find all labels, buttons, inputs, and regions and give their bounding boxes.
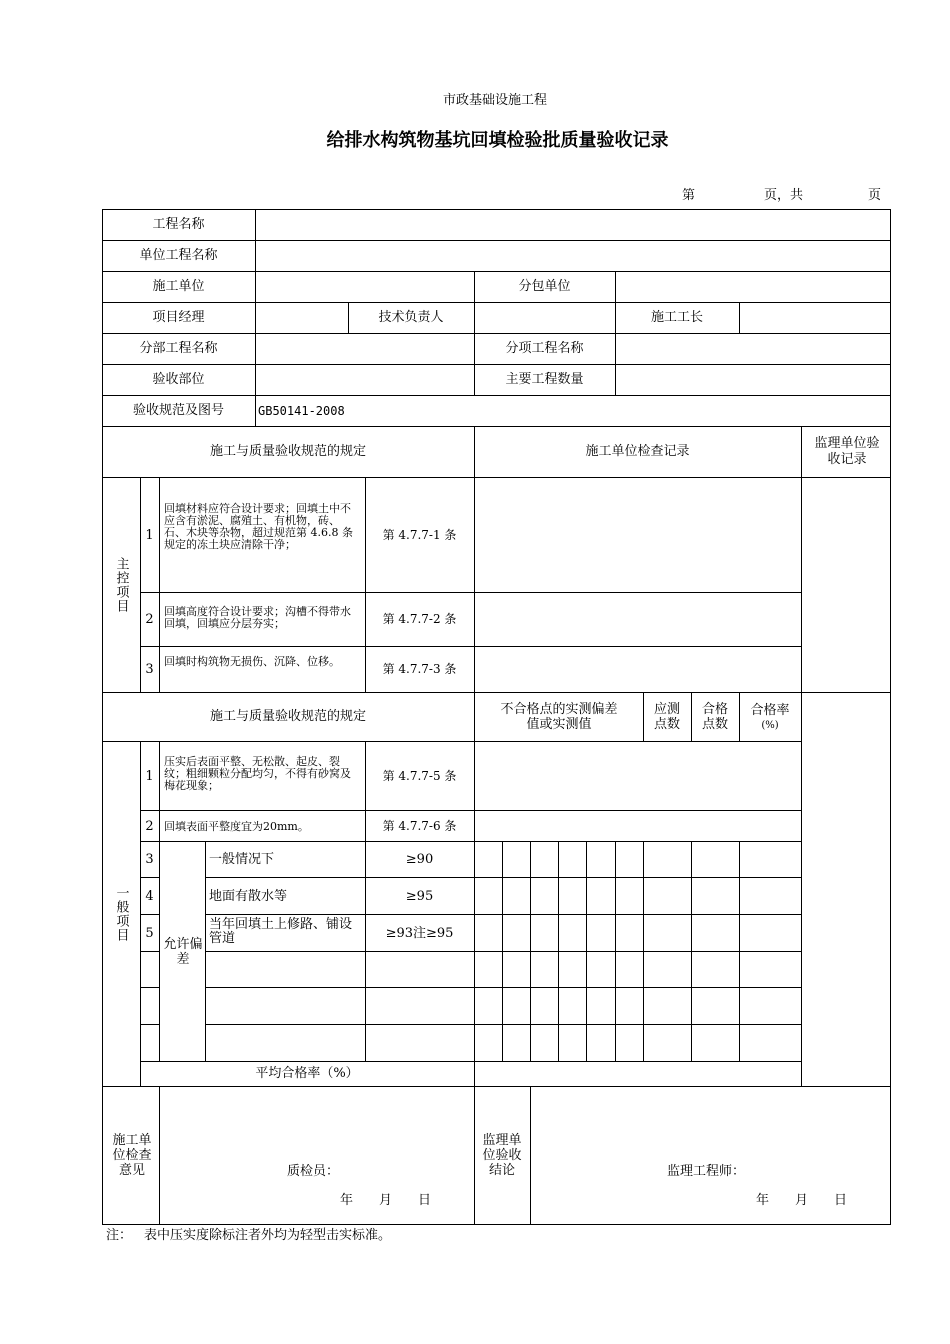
- acceptance-location-label: 验收部位: [152, 372, 205, 387]
- general-item-text: 压实后表面平整、无松散、起皮、裂纹；粗细颗粒分配均匀，不得有砂窝及梅花现象；: [164, 755, 351, 792]
- general-head-rate-unit: (%): [761, 720, 779, 731]
- standard-label: 验收规范及图号: [132, 403, 224, 418]
- general-item-no: 1: [145, 769, 154, 784]
- tolerance-item-value: ≥95: [405, 889, 434, 904]
- project-manager-label: 项目经理: [152, 310, 205, 325]
- main-item-clause: 第 4.7.7-1 条: [382, 528, 457, 542]
- main-item-clause: 第 4.7.7-2 条: [382, 612, 457, 626]
- main-quantity-label: 主要工程数量: [505, 372, 584, 387]
- page-no-label: 第: [682, 188, 696, 203]
- supervisor-date: 年 月 日: [756, 1193, 848, 1208]
- general-head-points: 应测点数: [653, 702, 680, 732]
- doc-subtitle: 市政基础设施工程: [442, 93, 547, 108]
- general-head-deviation: 不合格点的实测偏差值或实测值: [500, 702, 618, 732]
- main-head-supervisor: 监理单位验收记录: [814, 436, 880, 467]
- main-item-text: 回填高度符合设计要求；沟槽不得带水回填，回填应分层夯实；: [164, 605, 351, 630]
- main-item-no: 1: [145, 528, 154, 543]
- contractor-date: 年 月 日: [340, 1193, 432, 1208]
- general-item-clause: 第 4.7.7-6 条: [382, 819, 457, 833]
- main-item-no: 3: [145, 662, 154, 677]
- main-item-text: 回填时构筑物无损伤、沉降、位移。: [164, 655, 340, 668]
- tolerance-item-no: 5: [145, 926, 154, 941]
- subcontract-unit-label: 分包单位: [518, 279, 571, 294]
- tolerance-item-no: 3: [145, 852, 154, 867]
- main-head-check: 施工单位检查记录: [585, 444, 690, 459]
- page-total-label: 页: [868, 188, 882, 203]
- tolerance-item-no: 4: [145, 889, 154, 904]
- general-item-text: 回填表面平整度宜为20mm。: [164, 820, 309, 833]
- unit-project-name-label: 单位工程名称: [139, 248, 218, 263]
- tolerance-item-text: 当年回填土上修路、铺设管道: [209, 917, 353, 946]
- note-prefix: 注：: [106, 1228, 133, 1243]
- main-group-label: 主控项目: [113, 556, 129, 613]
- division-name-label: 分部工程名称: [139, 341, 218, 356]
- tech-lead-label: 技术负责人: [378, 310, 444, 325]
- general-item-no: 2: [145, 819, 154, 834]
- inspector-label: 质检员：: [287, 1164, 340, 1179]
- subitem-name-label: 分项工程名称: [505, 341, 584, 356]
- site-manager-label: 施工工长: [650, 310, 703, 325]
- tolerance-item-value: ≥93注≥95: [385, 926, 454, 941]
- construction-unit-label: 施工单位: [152, 279, 205, 294]
- tolerance-item-text: 一般情况下: [209, 852, 275, 867]
- supervisor-conclusion-label: 监理单位验收结论: [482, 1132, 522, 1178]
- note-text: 表中压实度除标注者外均为轻型击实标准。: [144, 1228, 392, 1243]
- contractor-opinion-label: 施工单位检查意见: [112, 1132, 152, 1178]
- general-head-pass: 合格点数: [701, 702, 728, 732]
- avg-rate-label: 平均合格率（%）: [255, 1066, 359, 1081]
- general-head-spec: 施工与质量验收规范的规定: [209, 709, 366, 724]
- supervisor-engineer-label: 监理工程师：: [667, 1164, 746, 1179]
- doc-title: 给排水构筑物基坑回填检验批质量验收记录: [326, 130, 669, 151]
- main-head-spec: 施工与质量验收规范的规定: [209, 444, 366, 459]
- main-item-text: 回填材料应符合设计要求；回填土中不应含有淤泥、腐殖土、有机物，砖、石、木块等杂物，超过规范第 4.6.8 条规定的冻土块应清除干净；: [164, 502, 353, 551]
- general-group-label: 一般项目: [113, 885, 129, 942]
- standard-value: GB50141-2008: [258, 404, 345, 418]
- general-item-clause: 第 4.7.7-5 条: [382, 769, 457, 783]
- project-name-label: 工程名称: [152, 217, 205, 232]
- main-item-clause: 第 4.7.7-3 条: [382, 662, 457, 676]
- page-sep-label: 页，共: [764, 188, 804, 203]
- tolerance-item-text: 地面有散水等: [209, 889, 288, 904]
- general-head-rate: 合格率: [750, 703, 790, 718]
- tolerance-label: 允许偏差: [163, 937, 203, 967]
- main-item-no: 2: [145, 612, 154, 627]
- tolerance-item-value: ≥90: [405, 852, 434, 867]
